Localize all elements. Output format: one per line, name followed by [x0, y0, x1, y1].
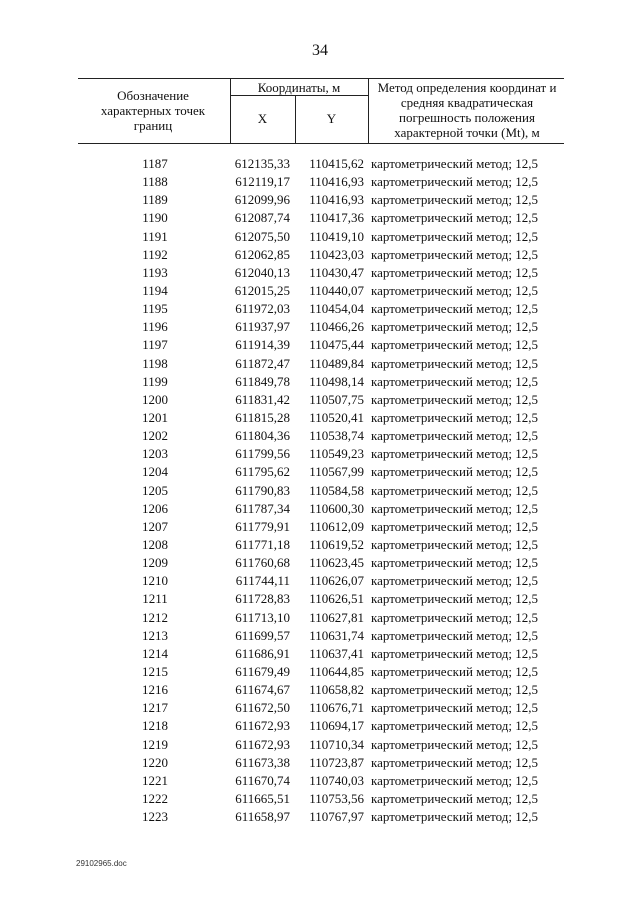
table-row — [78, 609, 564, 627]
point-id: 1201 — [142, 409, 168, 425]
method-cell: картометрический метод; 12,5 — [371, 428, 539, 444]
point-id: 1214 — [142, 645, 168, 661]
table-row — [78, 355, 564, 373]
table-row — [78, 572, 564, 590]
header-coordinates: Координаты, м — [257, 80, 341, 95]
coord-x: 611673,38 — [235, 754, 290, 770]
point-id: 1189 — [142, 192, 168, 208]
method-cell: картометрический метод; 12,5 — [371, 301, 539, 317]
coord-x: 611790,83 — [235, 482, 290, 498]
document-filename: 29102965.doc — [76, 859, 127, 868]
coord-x: 611672,93 — [235, 736, 290, 752]
point-id: 1194 — [142, 282, 168, 298]
coord-y: 110626,51 — [309, 591, 364, 607]
coord-y: 110475,44 — [309, 337, 364, 353]
point-id: 1200 — [142, 391, 168, 407]
table-row — [78, 409, 564, 427]
method-cell: картометрический метод; 12,5 — [371, 609, 539, 625]
coord-y: 110626,07 — [309, 573, 364, 589]
point-id: 1210 — [142, 573, 168, 589]
method-cell: картометрический метод; 12,5 — [371, 573, 539, 589]
header-method: Метод определения координат и средняя квадратическая погрешность положения характерной точки (Mt), м — [377, 80, 557, 140]
point-id: 1215 — [142, 663, 168, 679]
coord-x: 611728,83 — [235, 591, 290, 607]
coord-y: 110637,41 — [309, 645, 364, 661]
point-id: 1195 — [142, 301, 168, 317]
point-id: 1218 — [142, 718, 168, 734]
point-id: 1213 — [142, 627, 168, 643]
coord-y: 110753,56 — [309, 790, 364, 806]
table-row — [78, 736, 564, 754]
coord-x: 611665,51 — [235, 790, 290, 806]
point-id: 1204 — [142, 464, 168, 480]
table-row — [78, 209, 564, 227]
method-cell: картометрический метод; 12,5 — [371, 337, 539, 353]
point-id: 1209 — [142, 555, 168, 571]
coord-y: 110623,45 — [309, 555, 364, 571]
coord-y: 110454,04 — [309, 301, 364, 317]
table-row — [78, 554, 564, 572]
coord-x: 611686,91 — [235, 645, 290, 661]
coord-x: 611674,67 — [235, 682, 290, 698]
header-y: Y — [326, 111, 337, 126]
table-row — [78, 463, 564, 481]
coord-x: 612087,74 — [234, 210, 290, 226]
coord-y: 110415,62 — [309, 156, 364, 171]
method-cell: картометрический метод; 12,5 — [371, 228, 539, 244]
method-cell: картометрический метод; 12,5 — [371, 156, 539, 171]
method-cell: картометрический метод; 12,5 — [371, 518, 539, 534]
coord-y: 110631,74 — [309, 627, 364, 643]
table-row — [78, 228, 564, 246]
coord-x: 611771,18 — [235, 536, 290, 552]
point-id: 1203 — [142, 446, 168, 462]
method-cell: картометрический метод; 12,5 — [371, 663, 539, 679]
table-row — [78, 536, 564, 554]
coord-y: 110417,36 — [309, 210, 364, 226]
point-id: 1220 — [142, 754, 168, 770]
table-row — [78, 155, 564, 173]
coord-y: 110430,47 — [309, 264, 364, 280]
table-row — [78, 482, 564, 500]
coord-y: 110423,03 — [309, 246, 364, 262]
coord-y: 110676,71 — [309, 700, 364, 716]
method-cell: картометрический метод; 12,5 — [371, 482, 539, 498]
table-row — [78, 681, 564, 699]
method-cell: картометрический метод; 12,5 — [371, 500, 539, 516]
coord-y: 110567,99 — [309, 464, 364, 480]
method-cell: картометрический метод; 12,5 — [371, 319, 539, 335]
table-row — [78, 282, 564, 300]
coord-x: 611672,50 — [235, 700, 290, 716]
coord-x: 611670,74 — [235, 772, 290, 788]
header-x: X — [257, 111, 268, 126]
coord-x: 612040,13 — [234, 264, 290, 280]
coord-x: 612119,17 — [235, 174, 290, 190]
point-id: 1222 — [142, 790, 168, 806]
coord-y: 110710,34 — [309, 736, 364, 752]
page-number: 34 — [312, 42, 328, 59]
method-cell: картометрический метод; 12,5 — [371, 809, 539, 825]
coord-y: 110466,26 — [309, 319, 364, 335]
coord-x: 611779,91 — [235, 518, 290, 534]
point-id: 1207 — [142, 518, 168, 534]
point-id: 1202 — [142, 428, 168, 444]
method-cell: картометрический метод; 12,5 — [371, 627, 539, 643]
method-cell: картометрический метод; 12,5 — [371, 210, 539, 226]
coord-y: 110416,93 — [309, 174, 364, 190]
coord-x: 612135,33 — [234, 156, 290, 171]
point-id: 1219 — [142, 736, 168, 752]
point-id: 1199 — [142, 373, 168, 389]
coord-x: 611815,28 — [235, 409, 290, 425]
method-cell: картометрический метод; 12,5 — [371, 790, 539, 806]
method-cell: картометрический метод; 12,5 — [371, 736, 539, 752]
table-row — [78, 445, 564, 463]
header-divider-3 — [368, 78, 369, 144]
coord-y: 110416,93 — [309, 192, 364, 208]
table-row — [78, 173, 564, 191]
table-row — [78, 663, 564, 681]
method-cell: картометрический метод; 12,5 — [371, 464, 539, 480]
table-row — [78, 391, 564, 409]
table-row — [78, 790, 564, 808]
method-cell: картометрический метод; 12,5 — [371, 174, 539, 190]
method-cell: картометрический метод; 12,5 — [371, 700, 539, 716]
table-row — [78, 518, 564, 536]
coord-x: 611787,34 — [235, 500, 290, 516]
coord-x: 612099,96 — [234, 192, 290, 208]
table-row — [78, 699, 564, 717]
coord-x: 611872,47 — [235, 355, 290, 371]
method-cell: картометрический метод; 12,5 — [371, 591, 539, 607]
point-id: 1217 — [142, 700, 168, 716]
coord-x: 611937,97 — [235, 319, 290, 335]
coord-x: 611831,42 — [235, 391, 290, 407]
coord-x: 612075,50 — [234, 228, 290, 244]
point-id: 1212 — [142, 609, 168, 625]
point-id: 1211 — [142, 591, 168, 607]
point-id: 1223 — [142, 809, 168, 825]
coord-x: 612015,25 — [234, 282, 290, 298]
coord-y: 110489,84 — [309, 355, 364, 371]
header-bottom-rule — [78, 143, 564, 144]
coord-x: 611744,11 — [235, 573, 290, 589]
table-body — [78, 155, 564, 826]
coord-x: 611713,10 — [235, 609, 290, 625]
coord-x: 611804,36 — [235, 428, 290, 444]
coord-y: 110658,82 — [309, 682, 364, 698]
point-id: 1196 — [142, 319, 168, 335]
coord-y: 110740,03 — [309, 772, 364, 788]
coord-x: 612062,85 — [234, 246, 290, 262]
coord-y: 110723,87 — [309, 754, 364, 770]
point-id: 1192 — [142, 246, 168, 262]
coord-x: 611795,62 — [235, 464, 290, 480]
table-row — [78, 808, 564, 826]
table-row — [78, 590, 564, 608]
table-row — [78, 373, 564, 391]
coord-x: 611849,78 — [235, 373, 290, 389]
coord-y: 110619,52 — [309, 536, 364, 552]
point-id: 1205 — [142, 482, 168, 498]
table-row — [78, 717, 564, 735]
method-cell: картометрический метод; 12,5 — [371, 373, 539, 389]
coord-y: 110767,97 — [309, 809, 364, 825]
method-cell: картометрический метод; 12,5 — [371, 355, 539, 371]
point-id: 1197 — [142, 337, 168, 353]
coord-x: 611658,97 — [235, 809, 290, 825]
method-cell: картометрический метод; 12,5 — [371, 409, 539, 425]
method-cell: картометрический метод; 12,5 — [371, 555, 539, 571]
coord-y: 110538,74 — [309, 428, 364, 444]
coord-x: 611914,39 — [235, 337, 290, 353]
method-cell: картометрический метод; 12,5 — [371, 264, 539, 280]
point-id: 1190 — [142, 210, 168, 226]
coord-y: 110507,75 — [309, 391, 364, 407]
point-id: 1208 — [142, 536, 168, 552]
table-row — [78, 300, 564, 318]
table-row — [78, 772, 564, 790]
method-cell: картометрический метод; 12,5 — [371, 772, 539, 788]
table-row — [78, 427, 564, 445]
method-cell: картометрический метод; 12,5 — [371, 446, 539, 462]
method-cell: картометрический метод; 12,5 — [371, 682, 539, 698]
method-cell: картометрический метод; 12,5 — [371, 391, 539, 407]
coord-x: 611760,68 — [235, 555, 290, 571]
method-cell: картометрический метод; 12,5 — [371, 536, 539, 552]
table-row — [78, 627, 564, 645]
coord-y: 110612,09 — [309, 518, 364, 534]
header-designation: Обозначение характерных точек границ — [100, 88, 206, 133]
coord-y: 110498,14 — [309, 373, 364, 389]
point-id: 1206 — [142, 500, 168, 516]
table-row — [78, 500, 564, 518]
coord-x: 611672,93 — [235, 718, 290, 734]
coord-x: 611679,49 — [235, 663, 290, 679]
coord-y: 110440,07 — [309, 282, 364, 298]
coord-y: 110694,17 — [309, 718, 364, 734]
coord-y: 110419,10 — [309, 228, 364, 244]
table-row — [78, 318, 564, 336]
table-row — [78, 264, 564, 282]
point-id: 1221 — [142, 772, 168, 788]
table-header — [78, 78, 564, 144]
table-row — [78, 754, 564, 772]
method-cell: картометрический метод; 12,5 — [371, 246, 539, 262]
header-sub-rule — [230, 95, 368, 96]
coord-x: 611799,56 — [235, 446, 290, 462]
table-row — [78, 336, 564, 354]
coord-y: 110549,23 — [309, 446, 364, 462]
coord-y: 110600,30 — [309, 500, 364, 516]
coord-x: 611699,57 — [235, 627, 290, 643]
coord-y: 110520,41 — [309, 409, 364, 425]
method-cell: картометрический метод; 12,5 — [371, 645, 539, 661]
coord-y: 110584,58 — [309, 482, 364, 498]
table-row — [78, 191, 564, 209]
point-id: 1216 — [142, 682, 168, 698]
coord-x: 611972,03 — [235, 301, 290, 317]
method-cell: картометрический метод; 12,5 — [371, 192, 539, 208]
coord-y: 110644,85 — [309, 663, 364, 679]
header-top-rule — [78, 78, 564, 79]
method-cell: картометрический метод; 12,5 — [371, 282, 539, 298]
table-row — [78, 645, 564, 663]
method-cell: картометрический метод; 12,5 — [371, 754, 539, 770]
table-row — [78, 246, 564, 264]
point-id: 1193 — [142, 264, 168, 280]
point-id: 1191 — [142, 228, 168, 244]
coord-y: 110627,81 — [309, 609, 364, 625]
point-id: 1187 — [142, 156, 168, 171]
point-id: 1198 — [142, 355, 168, 371]
point-id: 1188 — [142, 174, 168, 190]
method-cell: картометрический метод; 12,5 — [371, 718, 539, 734]
